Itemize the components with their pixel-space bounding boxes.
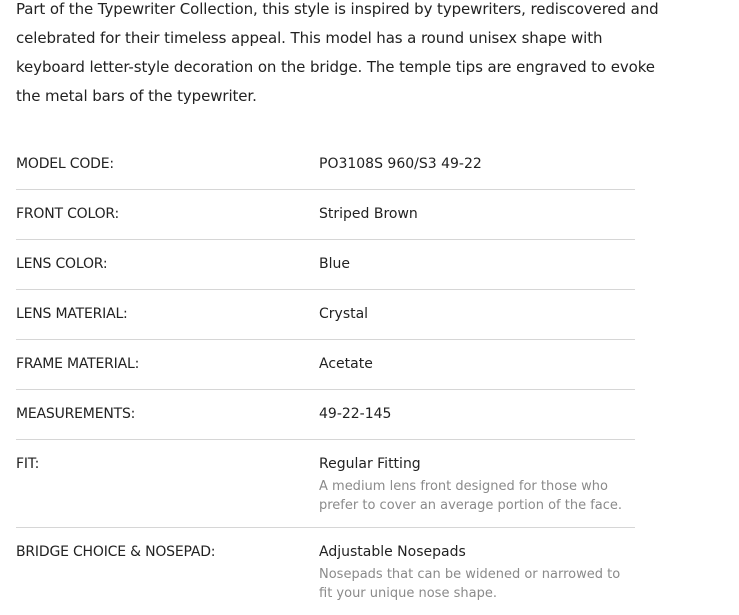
spec-note: Nosepads that can be widened or narrowed to fit your unique nose shape. <box>319 567 621 601</box>
spec-value-cell <box>319 256 629 273</box>
spec-value: Striped Brown <box>319 206 418 222</box>
spec-note: A medium lens front designed for those who prefer to cover an average portion of the face. <box>319 479 623 513</box>
spec-value-cell <box>319 356 629 373</box>
spec-label: MODEL CODE: <box>16 156 114 172</box>
spec-value-cell <box>319 406 629 423</box>
spec-label: LENS MATERIAL: <box>16 306 128 322</box>
spec-row-model-code <box>16 140 635 190</box>
spec-value-cell <box>319 544 629 603</box>
spec-value-cell <box>319 206 629 223</box>
spec-row-bridge-nosepad <box>16 528 635 615</box>
product-description: Part of the Typewriter Collection, this style is inspired by typewriters, rediscovered and celebrated for their timeless appeal. This model has a round unisex shape with keyboard letter-style decoration on the bridge. The temple tips are engraved to evoke the metal bars of the typewriter. <box>16 0 659 105</box>
spec-label: BRIDGE CHOICE & NOSEPAD: <box>16 544 216 560</box>
spec-row-fit <box>16 440 635 528</box>
spec-row-frame-material <box>16 340 635 390</box>
spec-value: Crystal <box>319 306 369 322</box>
spec-value-cell <box>319 456 629 515</box>
spec-row-lens-color <box>16 240 635 290</box>
spec-row-measurements <box>16 390 635 440</box>
spec-label: FIT: <box>16 456 40 472</box>
spec-row-lens-material <box>16 290 635 340</box>
spec-value: Regular Fitting <box>319 456 421 472</box>
spec-value: PO3108S 960/S3 49-22 <box>319 156 482 172</box>
spec-value: Acetate <box>319 356 373 372</box>
spec-value: Adjustable Nosepads <box>319 544 466 560</box>
spec-value: Blue <box>319 256 350 272</box>
spec-label: MEASUREMENTS: <box>16 406 136 422</box>
spec-value: 49-22-145 <box>319 406 392 422</box>
spec-label: FRONT COLOR: <box>16 206 120 222</box>
spec-label: FRAME MATERIAL: <box>16 356 140 372</box>
spec-value-cell <box>319 306 629 323</box>
product-specs-table <box>16 140 635 615</box>
spec-label: LENS COLOR: <box>16 256 108 272</box>
spec-row-front-color <box>16 190 635 240</box>
spec-value-cell <box>319 156 629 173</box>
